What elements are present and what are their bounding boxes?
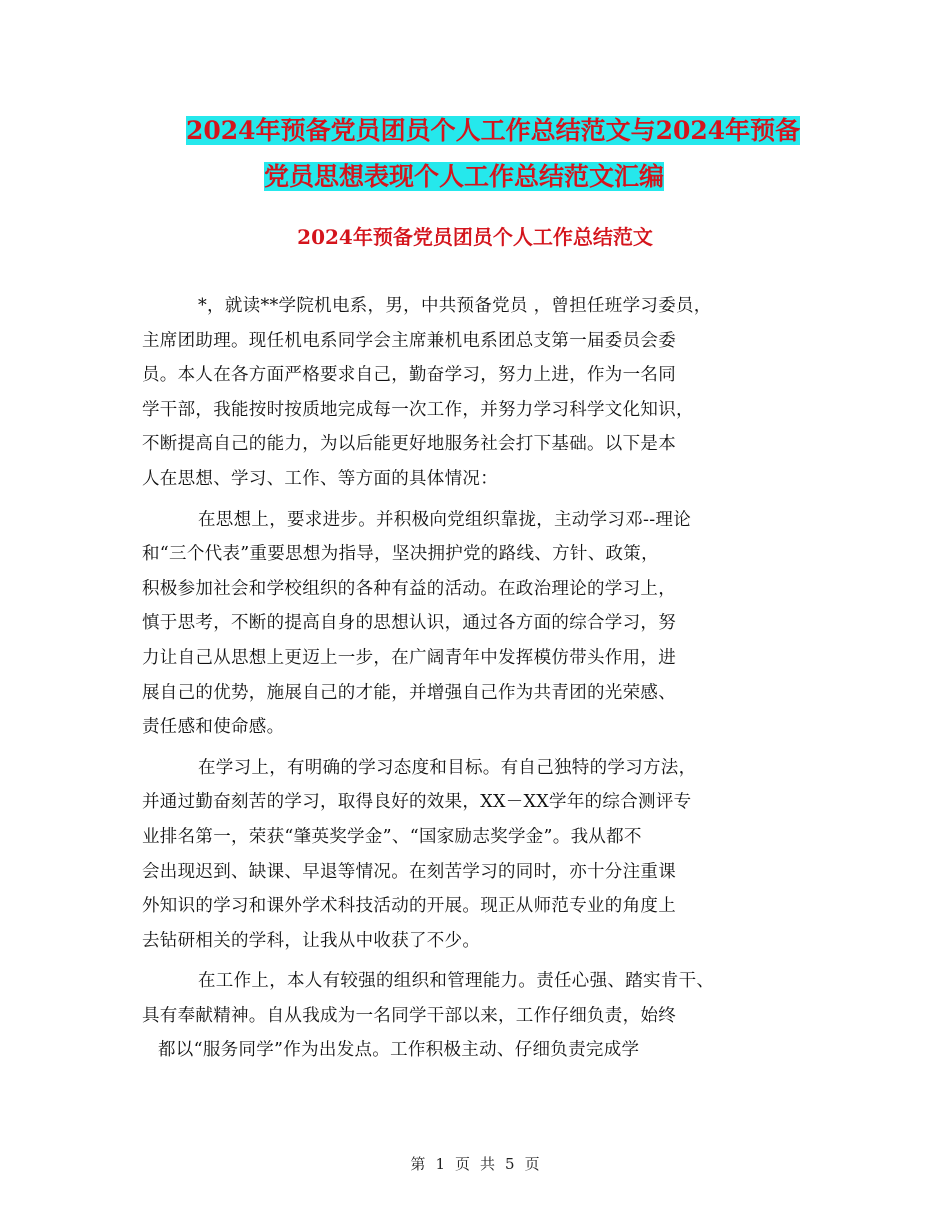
document-title (140, 108, 840, 200)
footer-total-pages: 5 (505, 1155, 515, 1173)
text-line: *，就读**学院机电系，男，中共预备党员 ，曾担任班学习委员， (198, 296, 712, 316)
text-line: 展自己的优势，施展自己的才能，并增强自己作为共青团的光荣感、 (142, 682, 676, 703)
paragraph-3 (142, 751, 832, 959)
text-line: 主席团助理。现任机电系同学会主席兼机电系团总支第一届委员会委 (142, 330, 676, 351)
footer-label-total: 共 (480, 1155, 496, 1173)
title-line-2: 党员思想表现个人工作总结范文汇编 (264, 162, 665, 191)
text-line: 会出现迟到、缺课、早退等情况。在刻苦学习的同时，亦十分注重课 (142, 861, 676, 882)
footer-label-ye: 页 (454, 1155, 470, 1173)
text-line: 在工作上，本人有较强的组织和管理能力。责任心强、踏实肯干、 (198, 971, 715, 992)
text-line: 都以“服务同学”作为出发点。工作积极主动、仔细负责完成学 (158, 1040, 640, 1061)
text-line: 并通过勤奋刻苦的学习，取得良好的效果，XX－XX学年的综合测评专 (142, 792, 692, 813)
section-title: 2024年预备党员团员个人工作总结范文 (297, 225, 653, 249)
paragraph-1 (142, 289, 832, 497)
text-line: 慎于思考，不断的提高自身的思想认识，通过各方面的综合学习，努 (142, 613, 676, 634)
paragraph-2 (142, 503, 832, 745)
text-line: 员。本人在各方面严格要求自己，勤奋学习，努力上进，作为一名同 (142, 365, 676, 386)
text-line: 和“三个代表”重要思想为指导，坚决拥护党的路线、方针、政策， (142, 544, 659, 565)
footer-page-number: 1 (435, 1155, 445, 1173)
text-line: 去钻研相关的学科，让我从中收获了不少。 (142, 930, 481, 951)
text-line: 在学习上，有明确的学习态度和目标。有自己独特的学习方法， (198, 757, 697, 778)
paragraph-4 (142, 964, 832, 1068)
footer-label-ye2: 页 (524, 1155, 540, 1173)
text-line: 不断提高自己的能力，为以后能更好地服务社会打下基础。以下是本 (142, 434, 676, 455)
text-line: 人在思想、学习、工作、等方面的具体情况： (142, 468, 498, 489)
footer-label-page: 第 (410, 1155, 426, 1173)
title-line-1: 2024年预备党员团员个人工作总结范文与2024年预备 (186, 116, 801, 145)
text-line: 外知识的学习和课外学术科技活动的开展。现正从师范专业的角度上 (142, 896, 676, 917)
text-line: 业排名第一，荣获“肇英奖学金”、“国家励志奖学金”。我从都不 (142, 826, 642, 847)
text-line: 积极参加社会和学校组织的各种有益的活动。在政治理论的学习上， (142, 578, 676, 599)
text-line: 学干部，我能按时按质地完成每一次工作，并努力学习科学文化知识， (142, 399, 694, 420)
body-text (142, 289, 832, 1074)
text-line: 力让自己从思想上更迈上一步，在广阔青年中发挥模仿带头作用，进 (142, 647, 676, 668)
page-footer (0, 1153, 950, 1174)
text-line: 在思想上，要求进步。并积极向党组织靠拢，主动学习邓--理论 (198, 509, 692, 530)
text-line: 责任感和使命感。 (142, 717, 285, 738)
text-line: 具有奉献精神。自从我成为一名同学干部以来，工作仔细负责，始终 (142, 1005, 676, 1026)
